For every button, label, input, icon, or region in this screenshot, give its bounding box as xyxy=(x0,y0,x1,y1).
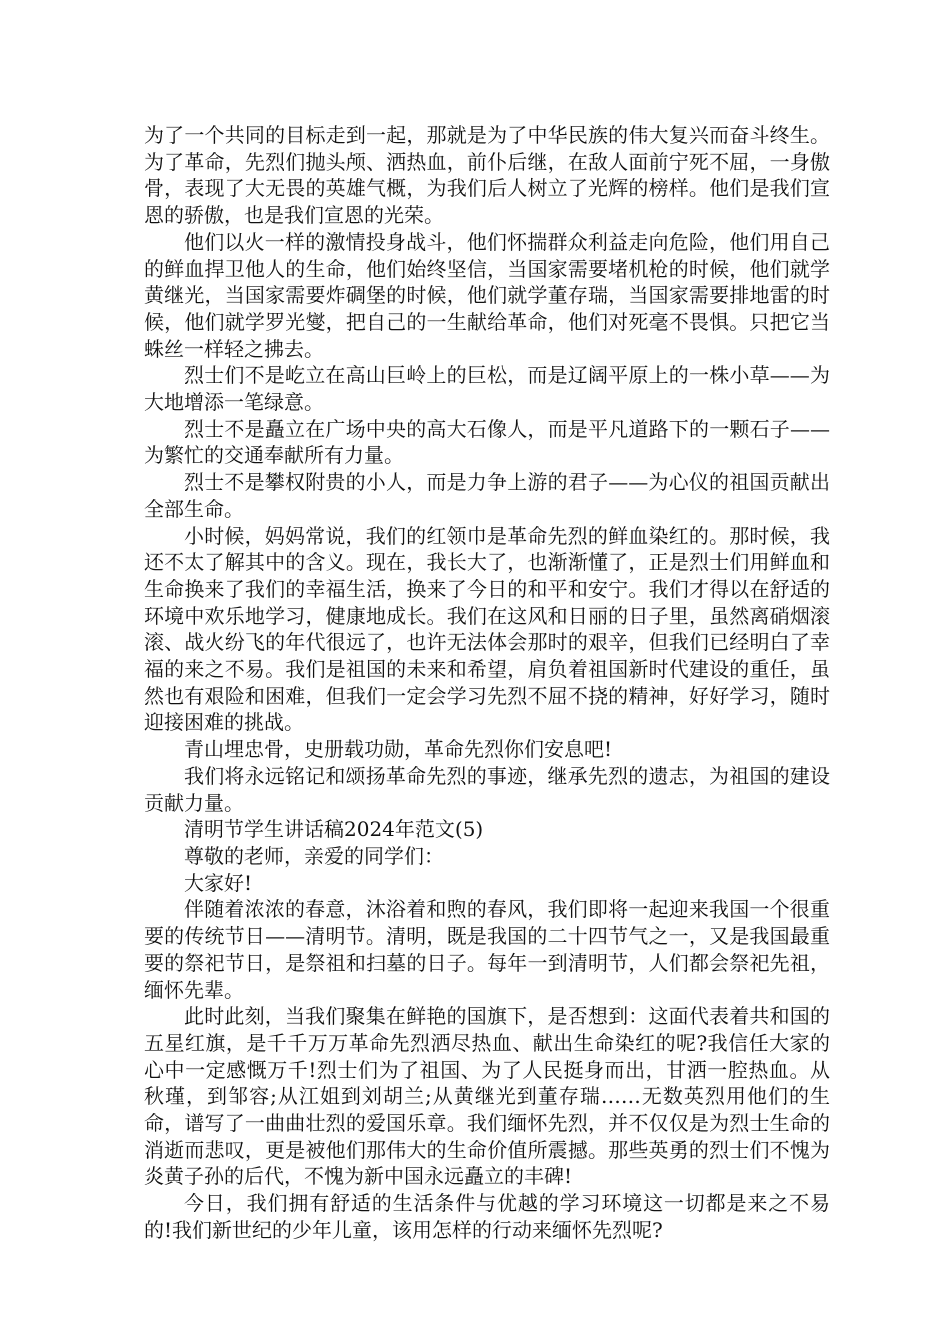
salutation: 尊敬的老师，亲爱的同学们： xyxy=(184,843,444,868)
paragraph-8: 我们将永远铭记和颂扬革命先烈的事迹，继承先烈的遗志，为祖国的建设贡献力量。 xyxy=(144,763,830,815)
paragraph-9: 伴随着浓浓的春意，沐浴着和煦的春风，我们即将一起迎来我国一个很重要的传统节日——清明节。清明，既是我国的二十四节气之一，又是我国最重要的祭祀节日，是祭祖和扫墓的日子。每年一到清明节，人们都会祭祀先祖，缅怀先辈。 xyxy=(144,897,830,1002)
document-body xyxy=(144,122,830,1244)
paragraph-3: 烈士们不是屹立在高山巨岭上的巨松，而是辽阔平原上的一株小草——为大地增添一笔绿意。 xyxy=(144,363,830,415)
greeting: 大家好! xyxy=(184,870,253,895)
paragraph-2: 他们以火一样的激情投身战斗，他们怀揣群众利益走向危险，他们用自己的鲜血捍卫他人的生命，他们始终坚信，当国家需要堵机枪的时候，他们就学黄继光，当国家需要炸碉堡的时候，他们就学董存瑞，当国家需要排地雷的时候，他们就学罗光燮，把自己的一生献给革命，他们对死毫不畏惧。只把它当蛛丝一样轻之拂去。 xyxy=(144,229,830,361)
paragraph-4: 烈士不是矗立在广场中央的高大石像人，而是平凡道路下的一颗石子——为繁忙的交通奉献所有力量。 xyxy=(144,416,830,468)
paragraph-10: 此时此刻，当我们聚集在鲜艳的国旗下，是否想到：这面代表着共和国的五星红旗，是千千万万革命先烈洒尽热血、献出生命染红的呢?我信任大家的心中一定感慨万千!烈士们为了祖国、为了人民挺身而出，甘洒一腔热血。从秋瑾，到邹容;从江姐到刘胡兰;从黄继光到董存瑞……无数英烈用他们的生命，谱写了一曲曲壮烈的爱国乐章。我们缅怀先烈，并不仅仅是为烈士生命的消逝而悲叹，更是被他们那伟大的生命价值所震撼。那些英勇的烈士们不愧为炎黄子孙的后代，不愧为新中国永远矗立的丰碑! xyxy=(144,1004,830,1189)
paragraph-7: 青山埋忠骨，史册载功勋，革命先烈你们安息吧! xyxy=(184,737,613,762)
paragraph-5: 烈士不是攀权附贵的小人，而是力争上游的君子——为心仪的祖国贡献出全部生命。 xyxy=(144,470,830,521)
section-title: 清明节学生讲话稿2024年范文(5) xyxy=(184,817,484,842)
paragraph-6: 小时候，妈妈常说，我们的红领巾是革命先烈的鲜血染红的。那时候，我还不太了解其中的含义。现在，我长大了，也渐渐懂了，正是烈士们用鲜血和生命换来了我们的幸福生活，换来了今日的和平和安宁。我们才得以在舒适的环境中欢乐地学习，健康地成长。我们在这风和日丽的日子里，虽然离硝烟滚滚、战火纷飞的年代很远了，也许无法体会那时的艰辛，但我们已经明白了幸福的来之不易。我们是祖国的未来和希望，肩负着祖国新时代建设的重任，虽然也有艰险和困难，但我们一定会学习先烈不屈不挠的精神，好好学习，随时迎接困难的挑战。 xyxy=(144,523,830,735)
paragraph-11: 今日，我们拥有舒适的生活条件与优越的学习环境这一切都是来之不易的!我们新世纪的少年儿童，该用怎样的行动来缅怀先烈呢? xyxy=(144,1191,830,1242)
paragraph-1: 为了一个共同的目标走到一起，那就是为了中华民族的伟大复兴而奋斗终生。为了革命，先烈们抛头颅、洒热血，前仆后继，在敌人面前宁死不屈，一身傲骨，表现了大无畏的英雄气概，为我们后人树立了光辉的榜样。他们是我们宣恩的骄傲，也是我们宣恩的光荣。 xyxy=(144,123,830,228)
